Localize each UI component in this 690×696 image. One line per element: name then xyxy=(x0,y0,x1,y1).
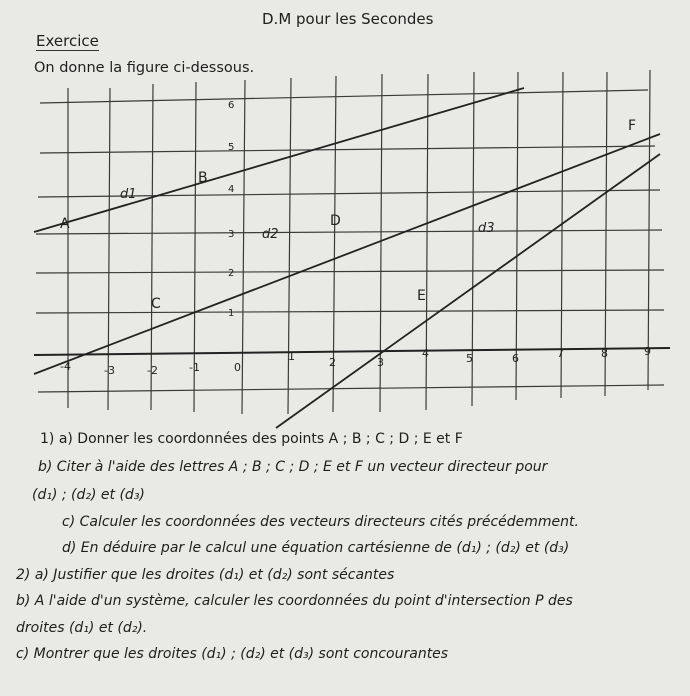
exercise-heading: Exercice xyxy=(36,32,99,50)
tick-label: 5 xyxy=(228,142,235,153)
point-label-f: F xyxy=(628,118,637,134)
tick-label: 4 xyxy=(228,184,235,195)
tick-label: 9 xyxy=(644,345,651,358)
tick-label: 3 xyxy=(377,356,384,369)
question-2c: c) Montrer que les droites (d₁) ; (d₂) et (d₃) sont concourantes xyxy=(16,646,449,662)
question-2b-line2: droites (d₁) et (d₂). xyxy=(16,620,148,636)
question-1b-line2: (d₁) ; (d₂) et (d₃) xyxy=(32,487,145,503)
x-axis xyxy=(34,348,670,355)
line-label-d2: d2 xyxy=(262,227,279,242)
page-header-title: D.M pour les Secondes xyxy=(262,10,434,28)
line-d1 xyxy=(34,88,524,232)
tick-label: 4 xyxy=(422,347,429,360)
tick-label: 6 xyxy=(512,352,519,365)
point-label-b: B xyxy=(198,170,208,186)
tick-label: 2 xyxy=(228,268,235,279)
line-d2 xyxy=(34,134,660,374)
tick-label: -1 xyxy=(189,361,200,374)
tick-label: 8 xyxy=(601,347,608,360)
tick-label: 0 xyxy=(234,361,241,374)
question-2a: 2) a) Justifier que les droites (d₁) et (d₂) sont sécantes xyxy=(16,567,395,583)
tick-label: -2 xyxy=(147,364,158,377)
line-label-d1: d1 xyxy=(120,187,137,202)
tick-label: 2 xyxy=(329,356,336,369)
tick-label: -4 xyxy=(60,360,71,373)
question-1c: c) Calculer les coordonnées des vecteurs directeurs cités précédemment. xyxy=(62,514,579,530)
tick-label: -3 xyxy=(104,364,115,377)
question-1d: d) En déduire par le calcul une équation cartésienne de (d₁) ; (d₂) et (d₃) xyxy=(62,540,570,556)
vertical-tick-labels xyxy=(228,100,234,319)
point-label-c: C xyxy=(151,296,161,312)
tick-label: 1 xyxy=(288,350,295,363)
point-label-a: A xyxy=(60,216,70,232)
tick-label: 5 xyxy=(466,352,473,365)
tick-label: 7 xyxy=(557,347,564,360)
exercise-intro: On donne la figure ci-dessous. xyxy=(34,60,255,76)
question-1a: 1) a) Donner les coordonnées des points A ; B ; C ; D ; E et F xyxy=(40,431,463,447)
point-label-e: E xyxy=(417,288,426,304)
question-2b-line1: b) A l'aide d'un système, calculer les coordonnées du point d'intersection P des xyxy=(16,593,573,609)
tick-label: 6 xyxy=(228,100,235,111)
question-1b-line1: b) Citer à l'aide des lettres A ; B ; C ; D ; E et F un vecteur directeur pour xyxy=(38,459,548,475)
grid-vertical-lines xyxy=(68,70,650,414)
point-label-d: D xyxy=(330,213,341,229)
tick-label: 1 xyxy=(228,308,235,319)
grid-horizontal-lines xyxy=(36,90,664,392)
tick-label: 3 xyxy=(228,229,235,240)
line-label-d3: d3 xyxy=(478,221,495,236)
